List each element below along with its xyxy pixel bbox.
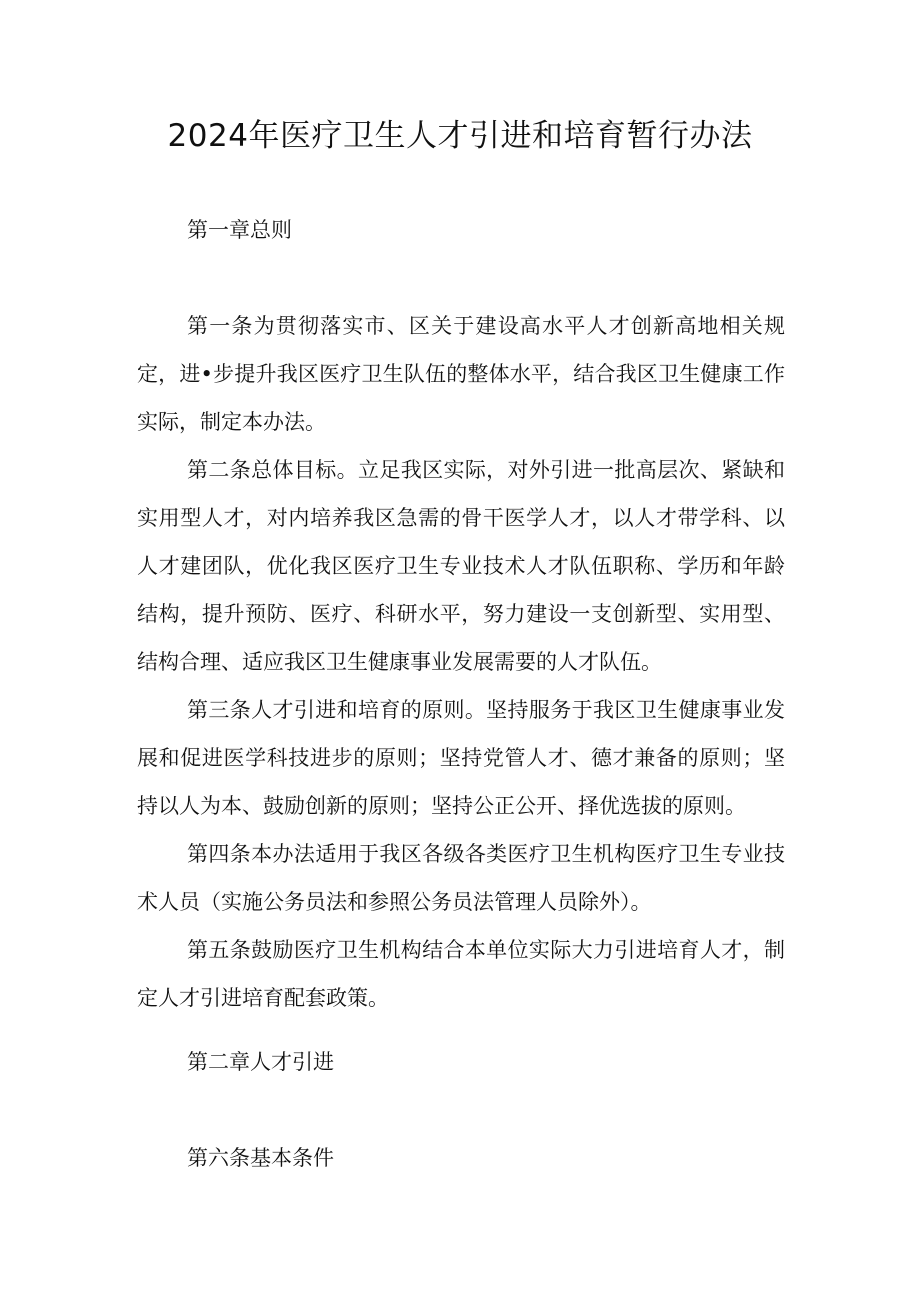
document-title: 2024年医疗卫生人才引进和培育暂行办法 bbox=[167, 118, 753, 154]
article-2-paragraph: 第二条总体目标。立足我区实际，对外引进一批高层次、紧缺和实用型人才，对内培养我区急需的骨干医学人才，以人才带学科、以人才建团队，优化我区医疗卫生专业技术人才队伍职称、学历和年龄结构，提升预防、医疗、科研水平，努力建设一支创新型、实用型、结构合理、适应我区卫生健康事业发展需要的人才队伍。 bbox=[137, 458, 785, 674]
article-3-paragraph: 第三条人才引进和培育的原则。坚持服务于我区卫生健康事业发展和促进医学科技进步的原则；坚持党管人才、德才兼备的原则；坚持以人为本、鼓励创新的原则；坚持公正公开、择优选拔的原则。 bbox=[137, 698, 785, 818]
article-6-heading: 第六条基本条件 bbox=[187, 1146, 334, 1170]
article-5-paragraph: 第五条鼓励医疗卫生机构结合本单位实际大力引进培育人才，制定人才引进培育配套政策。 bbox=[137, 938, 785, 1010]
article-4-paragraph: 第四条本办法适用于我区各级各类医疗卫生机构医疗卫生专业技术人员（实施公务员法和参照公务员法管理人员除外）。 bbox=[137, 842, 785, 914]
article-1-paragraph: 第一条为贯彻落实市、区关于建设高水平人才创新高地相关规定，进•步提升我区医疗卫生队伍的整体水平，结合我区卫生健康工作实际，制定本办法。 bbox=[137, 314, 785, 434]
chapter-heading-talent-introduction: 第二章人才引进 bbox=[187, 1050, 334, 1074]
chapter-heading-general-provisions: 第一章总则 bbox=[187, 218, 292, 242]
